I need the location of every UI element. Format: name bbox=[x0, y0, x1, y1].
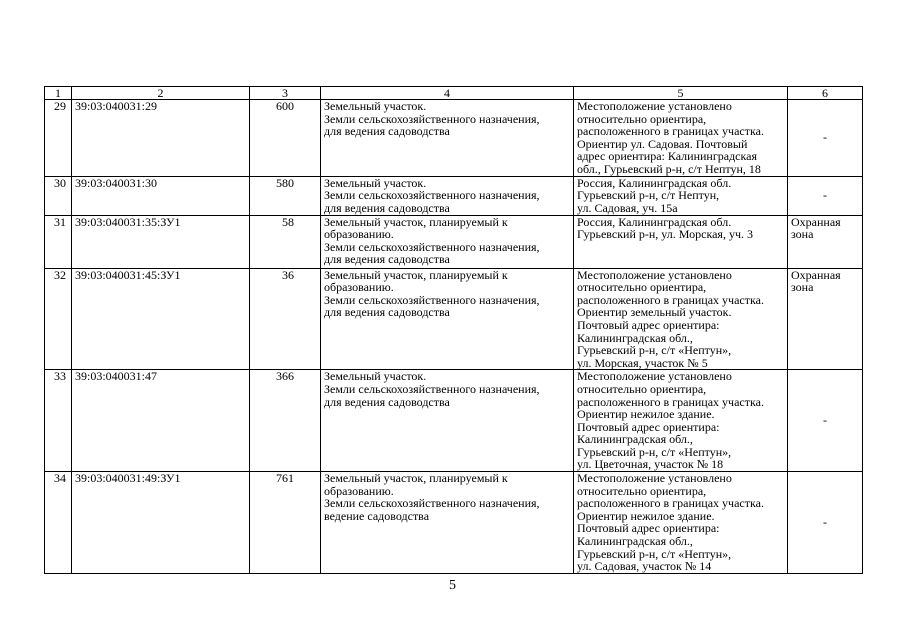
area-value: 600 bbox=[250, 100, 321, 177]
cadastral-number: 39:03:040031:45:ЗУ1 bbox=[72, 268, 250, 370]
plot-location: Россия, Калининградская обл. Гурьевский р-н, с/т Нептун, ул. Садовая, уч. 15а bbox=[574, 176, 788, 215]
plot-description: Земельный участок. Земли сельскохозяйственного назначения, для ведения садоводства bbox=[321, 370, 574, 472]
plot-description: Земельный участок. Земли сельскохозяйственного назначения, для ведения садоводства bbox=[321, 100, 574, 177]
table-row bbox=[45, 370, 863, 472]
area-value: 366 bbox=[250, 370, 321, 472]
column-header: 4 bbox=[321, 87, 574, 100]
area-value: 761 bbox=[250, 472, 321, 574]
plot-description: Земельный участок, планируемый к образованию. Земли сельскохозяйственного назначения, для ведения садоводства bbox=[321, 215, 574, 268]
area-value: 580 bbox=[250, 176, 321, 215]
plot-description: Земельный участок. Земли сельскохозяйственного назначения, для ведения садоводства bbox=[321, 176, 574, 215]
row-number: 34 bbox=[45, 472, 72, 574]
column-header: 2 bbox=[72, 87, 250, 100]
plot-location: Местоположение установлено относительно ориентира, расположенного в границах участка. Ориентир земельный участок. Почтовый адрес ориентира: Калининградская обл., Гурьевский р-н, с/т «Нептун», ул. Морская, участок № 5 bbox=[574, 268, 788, 370]
cadastral-number: 39:03:040031:30 bbox=[72, 176, 250, 215]
table-row bbox=[45, 100, 863, 177]
cadastral-number: 39:03:040031:47 bbox=[72, 370, 250, 472]
plot-location: Местоположение установлено относительно ориентира, расположенного в границах участка. Ориентир нежилое здание. Почтовый адрес ориентира: Калининградская обл., Гурьевский р-н, с/т «Нептун», ул. Цветочная, участок № 18 bbox=[574, 370, 788, 472]
header-row bbox=[45, 87, 863, 100]
row-number: 32 bbox=[45, 268, 72, 370]
table-row bbox=[45, 268, 863, 370]
area-value: 58 bbox=[250, 215, 321, 268]
table-row bbox=[45, 176, 863, 215]
table-row bbox=[45, 472, 863, 574]
plot-note: - bbox=[788, 370, 863, 472]
plot-note: Охранная зона bbox=[788, 268, 863, 370]
row-number: 30 bbox=[45, 176, 72, 215]
plot-location: Местоположение установлено относительно ориентира, расположенного в границах участка. Ориентир ул. Садовая. Почтовый адрес ориентира: Калининградская обл., Гурьевский р-н, с/т Нептун, 18 bbox=[574, 100, 788, 177]
cadastral-number: 39:03:040031:35:ЗУ1 bbox=[72, 215, 250, 268]
row-number: 33 bbox=[45, 370, 72, 472]
row-number: 31 bbox=[45, 215, 72, 268]
area-value: 36 bbox=[250, 268, 321, 370]
row-number: 29 bbox=[45, 100, 72, 177]
column-header: 5 bbox=[574, 87, 788, 100]
column-header: 6 bbox=[788, 87, 863, 100]
table-row bbox=[45, 215, 863, 268]
column-header: 1 bbox=[45, 87, 72, 100]
plot-location: Россия, Калининградская обл. Гурьевский р-н, ул. Морская, уч. 3 bbox=[574, 215, 788, 268]
cadastral-number: 39:03:040031:49:ЗУ1 bbox=[72, 472, 250, 574]
plot-note: - bbox=[788, 100, 863, 177]
plot-note: - bbox=[788, 472, 863, 574]
column-header: 3 bbox=[250, 87, 321, 100]
plot-note: Охранная зона bbox=[788, 215, 863, 268]
plot-location: Местоположение установлено относительно ориентира, расположенного в границах участка. Ориентир нежилое здание. Почтовый адрес ориентира: Калининградская обл., Гурьевский р-н, с/т «Нептун», ул. Садовая, участок № 14 bbox=[574, 472, 788, 574]
page-number: 5 bbox=[449, 578, 456, 593]
land-plots-table bbox=[44, 86, 863, 574]
plot-description: Земельный участок, планируемый к образованию. Земли сельскохозяйственного назначения, для ведения садоводства bbox=[321, 268, 574, 370]
plot-description: Земельный участок, планируемый к образованию. Земли сельскохозяйственного назначения, ведение садоводства bbox=[321, 472, 574, 574]
plot-note: - bbox=[788, 176, 863, 215]
cadastral-number: 39:03:040031:29 bbox=[72, 100, 250, 177]
